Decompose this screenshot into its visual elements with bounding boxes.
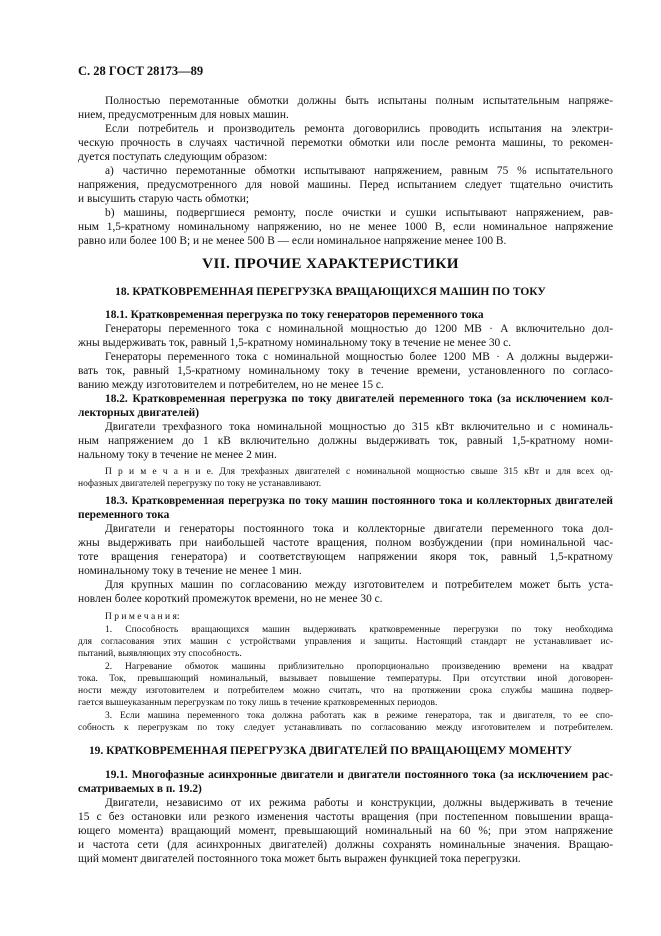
subclause-heading-19-1: 19.1. Многофазные асинхронные двигатели и двигатели постоянного тока (за исключением рас- <box>105 769 613 781</box>
clause-heading-18: 18. КРАТКОВРЕМЕННАЯ ПЕРЕГРУЗКА ВРАЩАЮЩИХСЯ МАШИН ПО ТОКУ <box>115 286 546 298</box>
note-line: 1. Способность вращающихся машин выдерживать кратковременные перегрузки по току необходима <box>105 625 613 635</box>
paragraph-line: дуется поступать следующим образом: <box>78 151 268 163</box>
paragraph-line: номинальному току в течение не менее 1 мин. <box>78 565 302 577</box>
note-line: пытаний, выявляющих эту способность. <box>78 649 242 659</box>
paragraph-line: Полностью перемотанные обмотки должны быть испытаны полным испытательным напряже- <box>105 95 613 107</box>
paragraph-line: жны выдерживать при наибольшей частоте вращения, полном возбуждении (при номинальной час- <box>78 537 613 549</box>
paragraph-line: Генераторы переменного тока с номинальной мощностью до 1200 МВ · А включительно дол- <box>105 323 613 335</box>
paragraph-line: ющего момента) вращающий момент, превышающий номинальный на 60 %; при этом напряжение <box>78 825 613 837</box>
clause-heading-19: 19. КРАТКОВРЕМЕННАЯ ПЕРЕГРУЗКА ДВИГАТЕЛЕЙ ПО ВРАЩАЮЩЕМУ МОМЕНТУ <box>88 745 573 757</box>
subclause-heading-18-2-cont: лекторных двигателей) <box>78 407 199 419</box>
note-line: гается вышеуказанным перегрузкам по току лишь в течение кратковременных периодов. <box>78 698 438 708</box>
paragraph-line: Двигатели, независимо от их режима работы и конструкции, должны выдерживать в течение <box>105 797 613 809</box>
subclause-heading-18-3-cont: переменного тока <box>78 509 170 521</box>
note-line: П р и м е ч а н и е. Для трехфазных двигателей с номинальной мощностью свыше 315 кВт и для всех од- <box>105 467 613 477</box>
paragraph-line: нальному току в течение не менее 2 мин. <box>78 449 277 461</box>
paragraph-line: вать ток, равный 1,5-кратному номинальному току в течение времени, установленного по согласо- <box>78 365 613 377</box>
subclause-heading-18-2: 18.2. Кратковременная перегрузка по току двигателей переменного тока (за исключением кол- <box>105 393 613 405</box>
note-line: ности между изготовителем и потребителем можно считать, что на протяжении срока службы машина подвер- <box>78 686 613 696</box>
note-line: нофазных двигателей перегрузку по току не устанавливают. <box>78 479 322 489</box>
paragraph-line: Двигатели трехфазного тока номинальной мощностью до 315 кВт включительно и с номиналь- <box>105 421 613 433</box>
paragraph-line: и высушить старую часть обмотки; <box>78 193 250 205</box>
notes-title: П р и м е ч а н и я: <box>105 612 180 622</box>
paragraph-line: напряжения, предусмотренного для новой машины. Перед испытанием следует тщательно очистить <box>78 179 613 191</box>
paragraph-line: Генераторы переменного тока с номинальной мощностью более 1200 МВ · А должны выдержи- <box>105 351 613 363</box>
paragraph-line: Для крупных машин по согласованию между изготовителем и потребителем может быть уста- <box>105 579 613 591</box>
paragraph-line: ческую прочность в случаях частичной перемотки обмотки или после ремонта машины, то рекомен- <box>78 137 613 149</box>
note-line: тока. Ток, превышающий номинальный, вызывает повышение температуры. При отсутствии иной договорен- <box>78 674 613 684</box>
paragraph-line: нием, предусмотренным для новых машин. <box>78 109 289 121</box>
paragraph-line: ным 1,5-кратному номинальному напряжению, но не менее 1000 В, если номинальное напряжение <box>78 221 613 233</box>
paragraph-line: 15 с без остановки или резкого изменения частоты вращения (при постепенном повышении враща- <box>78 811 613 823</box>
page-header: С. 28 ГОСТ 28173—89 <box>78 64 204 78</box>
paragraph-line: тоте вращения генератора) и соответствующем напряжении якоря ток, равный 1,5-кратному <box>78 551 613 563</box>
note-line: 3. Если машина переменного тока должна работать как в режиме генератора, так и двигателя, то ее спо- <box>105 711 613 721</box>
paragraph-line: b) машины, подвергшиеся ремонту, после очистки и сушки испытывают напряжением, рав- <box>105 207 613 219</box>
paragraph-line: а) частично перемотанные обмотки испытывают напряжением, равным 75 % испытательного <box>105 165 613 177</box>
paragraph-line: Если потребитель и производитель ремонта договорились проводить испытания на электри- <box>105 123 613 135</box>
subclause-heading-19-1-cont: сматриваемых в п. 19.2) <box>78 783 202 795</box>
paragraph-line: жны выдерживать ток, равный 1,5-кратному номинальному току в течение не менее 30 с. <box>78 337 512 349</box>
paragraph-line: щий момент двигателей постоянного тока может быть выражен функцией тока перегрузки. <box>78 853 521 865</box>
paragraph-line: Двигатели и генераторы постоянного тока и коллекторные двигатели переменного тока дол- <box>105 523 613 535</box>
paragraph-line: и частота сети (для асинхронных двигателей) должны сохранять номинальные значения. Вращаю- <box>78 839 613 851</box>
note-line: собность к перегрузкам по току следует устанавливать по согласованию между изготовителем и потребителем. <box>78 723 613 733</box>
paragraph-line: ванию между изготовителем и потребителем, но не менее 15 с. <box>78 379 384 391</box>
section-title: VII. ПРОЧИЕ ХАРАКТЕРИСТИКИ <box>202 256 459 272</box>
note-line: 2. Нагревание обмоток машины приблизительно пропорционально произведению времени на квадрат <box>105 662 613 672</box>
paragraph-line: ным напряжением до 1 кВ включительно должны выдерживать ток, равный 1,5-кратному номи- <box>78 435 613 447</box>
subclause-heading-18-1: 18.1. Кратковременная перегрузка по току генераторов переменного тока <box>105 309 484 321</box>
paragraph-line: новлен более короткий промежуток времени, но не менее 30 с. <box>78 593 383 605</box>
subclause-heading-18-3: 18.3. Кратковременная перегрузка по току машин постоянного тока и коллекторных двигателей <box>105 495 613 507</box>
note-line: для согласования этих машин с устройствами управления и защиты. Настоящий стандарт не устанавливает ис- <box>78 637 613 647</box>
paragraph-line: равно или более 100 В; и не менее 500 В — если номинальное напряжение менее 100 В. <box>78 235 507 247</box>
